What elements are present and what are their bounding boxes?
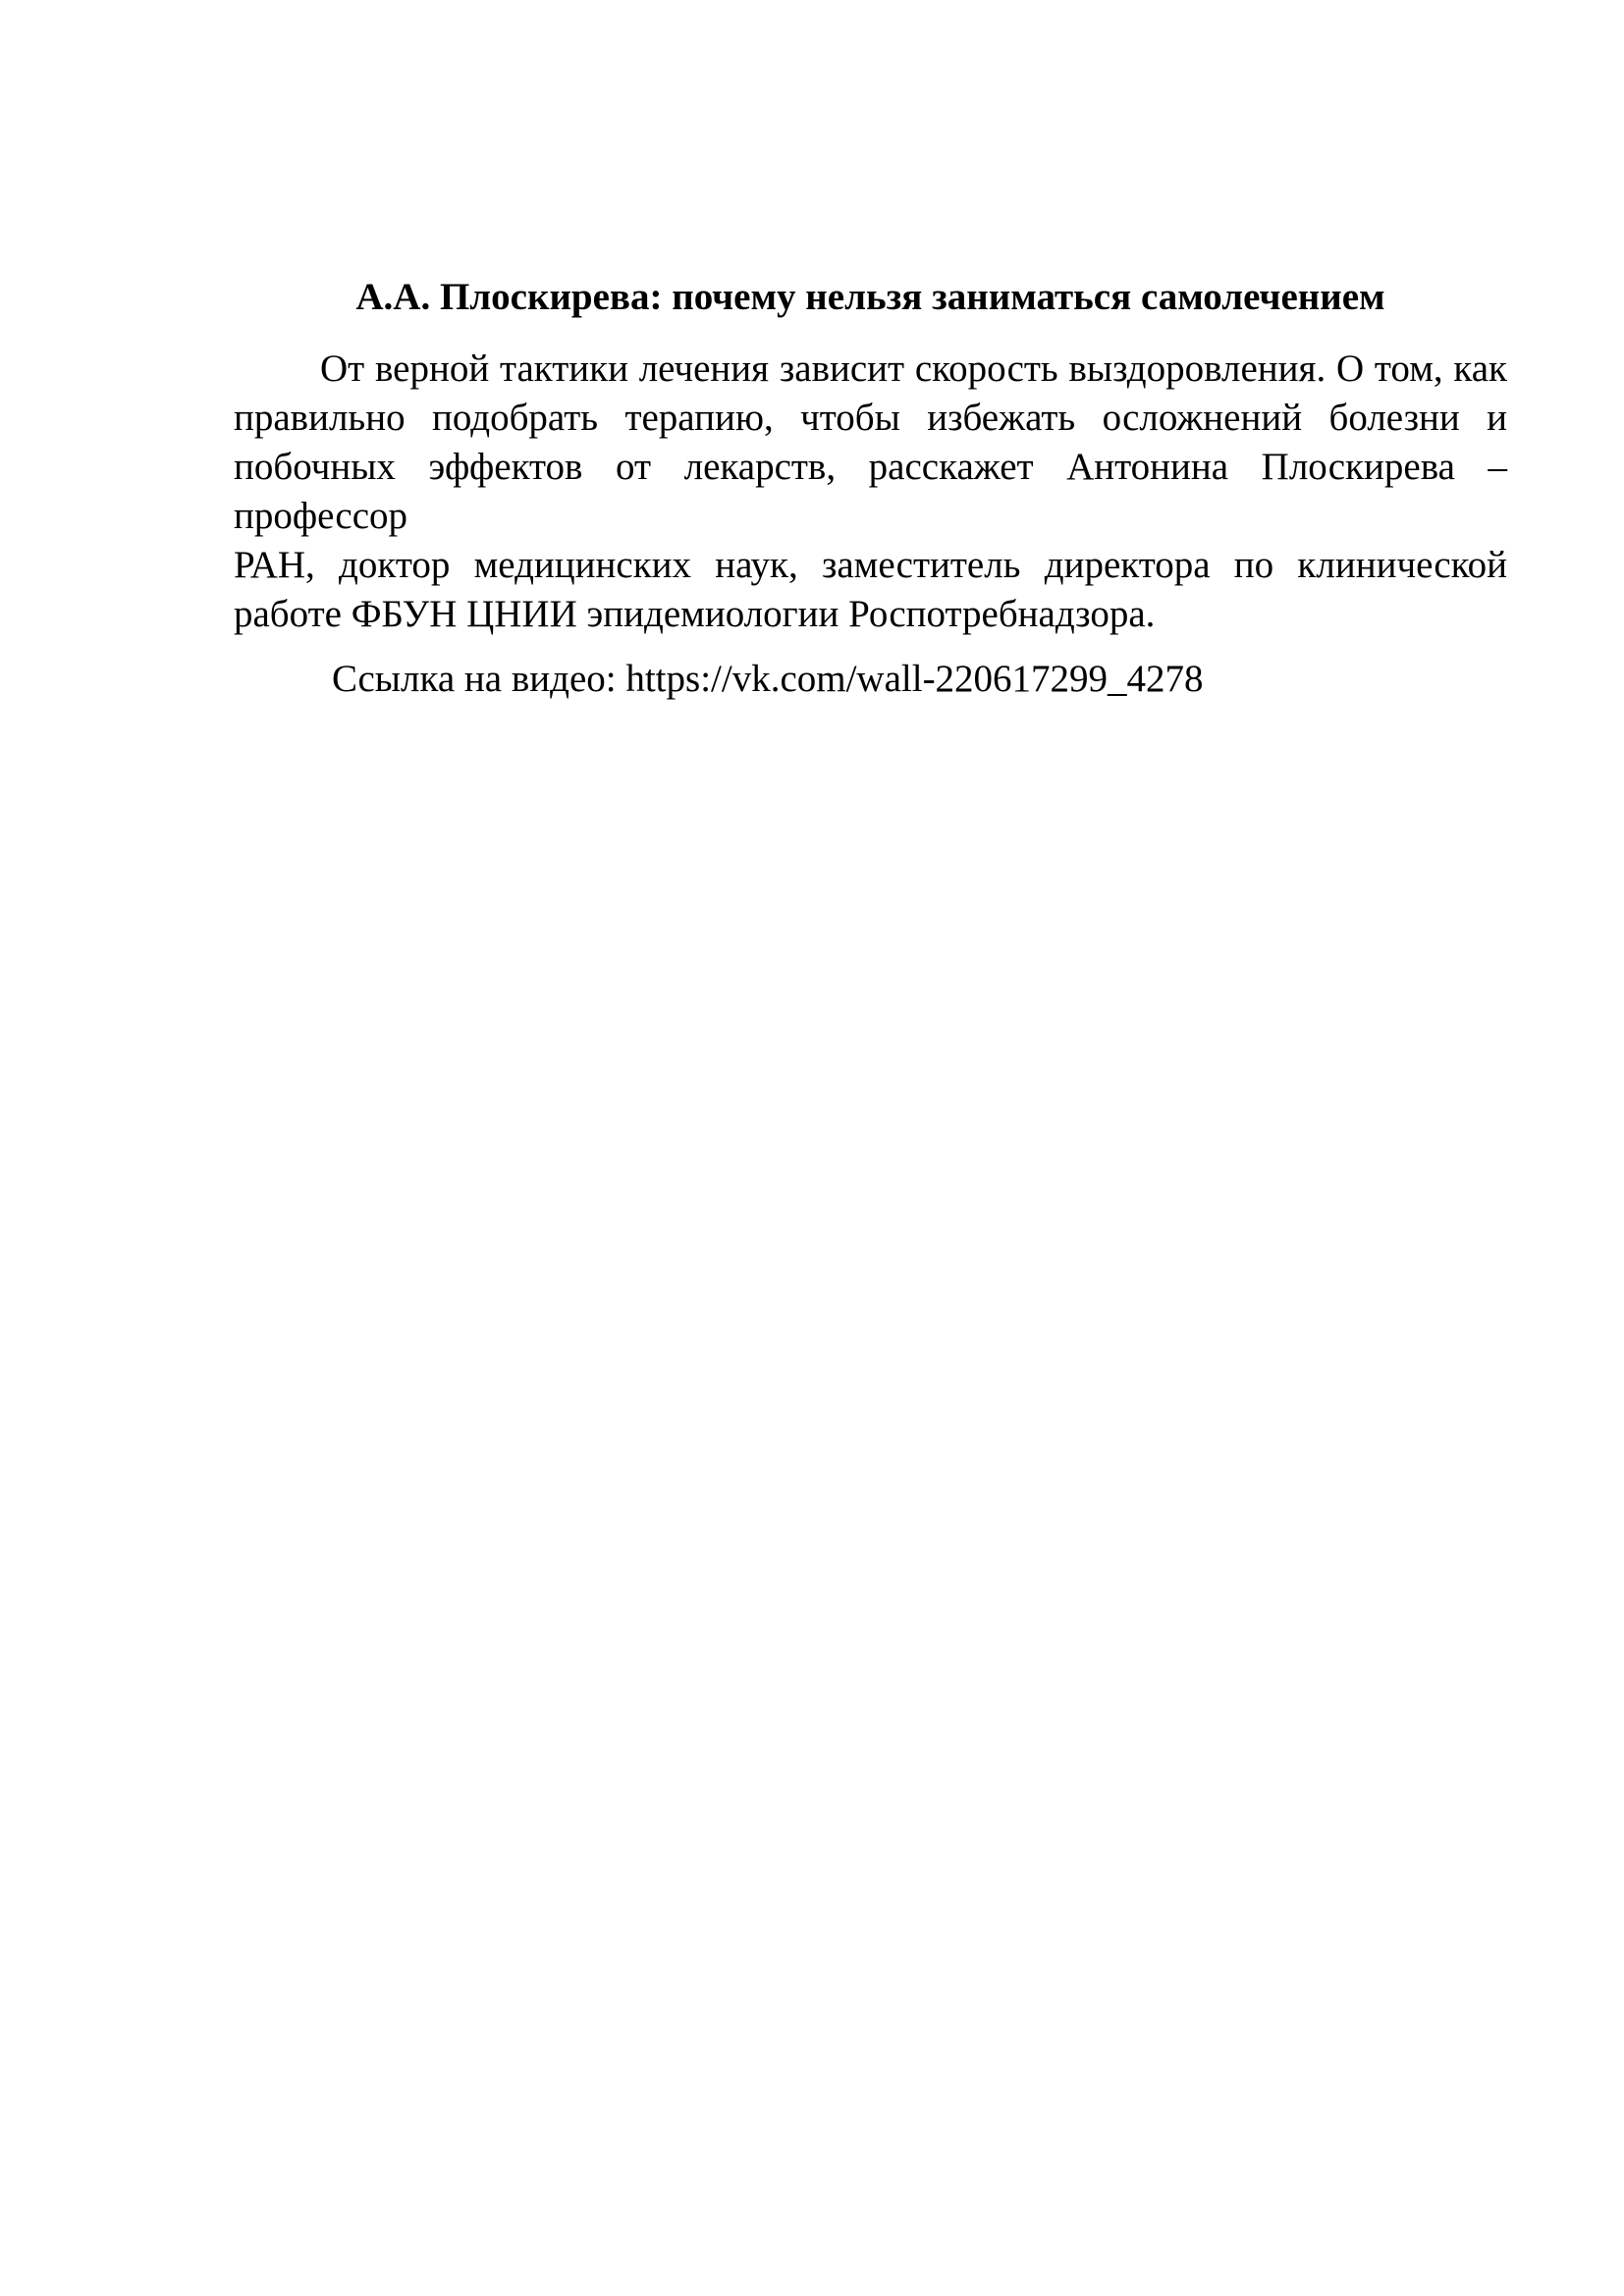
body-paragraph <box>234 345 1507 639</box>
paragraph-line: РАН, доктор медицинских наук, заместитель директора по клинической <box>234 544 1507 586</box>
paragraph-line: От верной тактики лечения зависит скорость выздоровления. О том, как <box>320 347 1507 390</box>
video-link-label: Ссылка на видео: <box>332 658 626 700</box>
paragraph-line: работе ФБУН ЦНИИ эпидемиологии Роспотребнадзора. <box>234 593 1156 635</box>
paragraph-line: правильно подобрать терапию, чтобы избежать осложнений болезни и <box>234 397 1507 439</box>
document-title: А.А. Плоскирева: почему нельзя заниматься самолечением <box>355 276 1385 318</box>
paragraph-line: побочных эффектов от лекарств, расскажет Антонина Плоскирева – профессор <box>234 446 1507 537</box>
video-url: https://vk.com/wall-220617299_4278 <box>625 658 1204 700</box>
video-link-line <box>234 655 1507 704</box>
